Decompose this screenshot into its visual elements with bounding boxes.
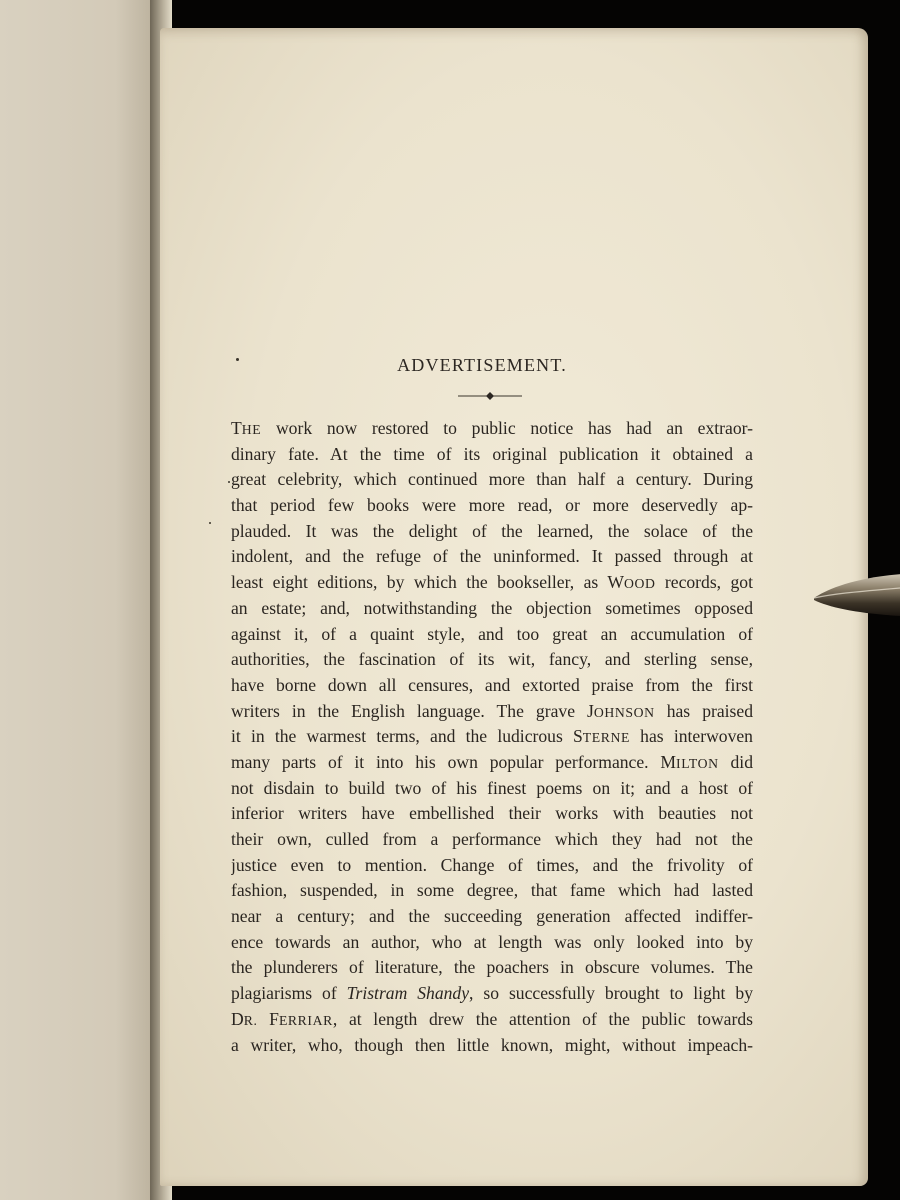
text-line: that period few books were more read, or more deservedly ap-: [231, 495, 753, 516]
left-page: [0, 0, 165, 1200]
text-line: fashion, suspended, in some degree, that fame which had lasted: [231, 880, 753, 901]
text-line: justice even to mention. Change of times, and the frivolity of: [231, 854, 753, 875]
text-line: against it, of a quaint style, and too great an accumulation of: [231, 623, 753, 644]
body-text: [231, 416, 753, 1058]
text-line: have borne down all censures, and extorted praise from the first: [231, 674, 753, 695]
text-line: near a century; and the succeeding generation affected indiffer-: [231, 906, 753, 927]
text-line: great celebrity, which continued more than half a century. During: [231, 469, 753, 490]
ink-speck: [209, 522, 211, 524]
text-line: an estate; and, notwithstanding the objection sometimes opposed: [231, 597, 753, 618]
text-line: many parts of it into his own popular performance. MILTON did: [231, 751, 753, 772]
text-line: ence towards an author, who at length was only looked into by: [231, 931, 753, 952]
pen-pointer-icon: [812, 572, 900, 622]
text-line: not disdain to build two of his finest poems on it; and a host of: [231, 777, 753, 798]
text-line: inferior writers have embellished their works with beauties not: [231, 803, 753, 824]
ink-speck: [228, 481, 230, 483]
text-line: least eight editions, by which the bookseller, as WOOD records, got: [231, 572, 753, 593]
text-line: the plunderers of literature, the poachers in obscure volumes. The: [231, 957, 753, 978]
text-line: a writer, who, though then little known, might, without impeach-: [231, 1034, 753, 1055]
text-line: DR. FERRIAR, at length drew the attention of the public towards: [231, 1008, 753, 1029]
page-heading: ADVERTISEMENT.: [397, 355, 567, 375]
text-line: authorities, the fascination of its wit, fancy, and sterling sense,: [231, 649, 753, 670]
text-line: writers in the English language. The grave JOHNSON has praised: [231, 700, 753, 721]
text-line: indolent, and the refuge of the uninformed. It passed through at: [231, 546, 753, 567]
text-line: plauded. It was the delight of the learned, the solace of the: [231, 520, 753, 541]
text-line: it in the warmest terms, and the ludicrous STERNE has interwoven: [231, 726, 753, 747]
text-line: dinary fate. At the time of its original publication it obtained a: [231, 443, 753, 464]
ornament-rule-icon: [458, 391, 522, 401]
text-line: their own, culled from a performance which they had not the: [231, 829, 753, 849]
text-line: plagiarisms of Tristram Shandy, so successfully brought to light by: [231, 983, 753, 1004]
text-line: THE work now restored to public notice has had an extraor-: [231, 418, 753, 438]
